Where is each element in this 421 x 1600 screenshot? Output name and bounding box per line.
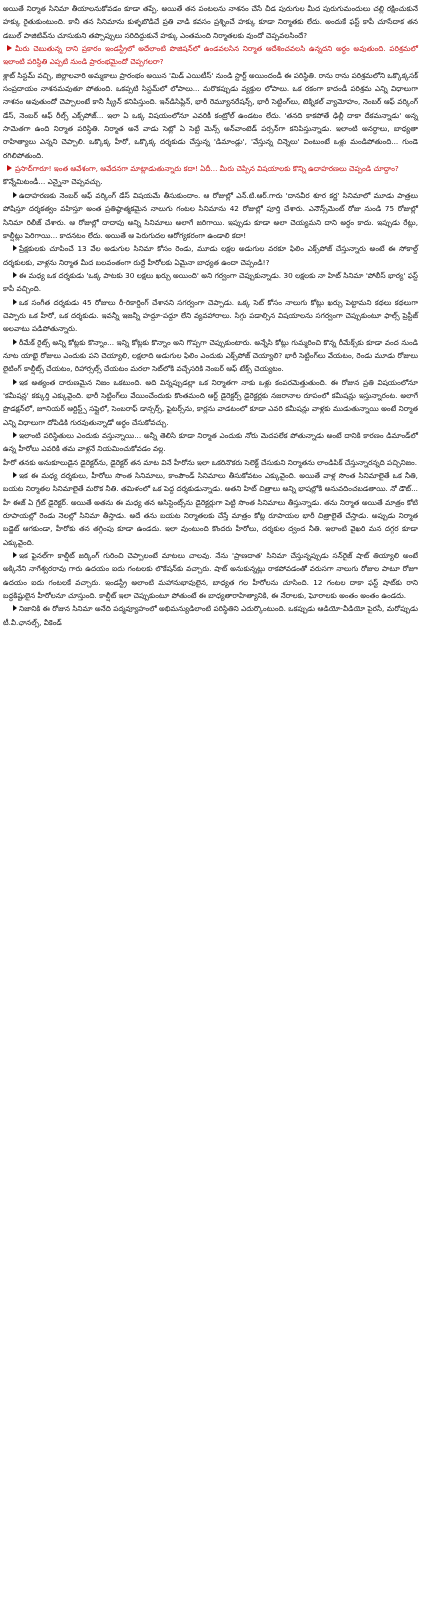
bullet-text: ఇక అత్యంత దారుణమైన నిజం ఒకటుంది. అది విన్నప్పుడల్లా ఒక నిర్మాతగా నాకు ఒళ్లు కంపరమెత్తుతుంది. ఈ రోజున ప్రతి విషయంలోనూ 'కమీషన్ల' కక్కుర్తి ఎక్కువైంది. భారీ సెట్టింగ్‌లు వేయించేందుకు కొంతమంది ఆర్ట్ డైరెక్టర్స్ డైరెక్టర్లకు నజరానాల రూపంలో కమీషన్లు ఇస్తున్నారంట. అలాగే ప్రొడక్షన్‌లో, జూనియర్ ఆర్టిస్ట్స్ సప్లైలో, సెంబరాఫ్ డాన్సర్స్, ఫైటర్స్‌ను, కార్లను వాడటంలో కూడా ఎవరి కమీషన్లు వాళ్లకు ముడుతున్నాయి అంటే నిర్మాత ఎన్ని విధాలుగా దోపిడికి గురవుతున్నాడో అర్థం చేసుకోవచ్చు. (3, 377, 418, 427)
bullet-text: ప్రేక్షకులకు చూపించే 13 వేల అడుగుల సినిమా కోసం రెండు, మూడు లక్షల అడుగుల వరకూ ఫిలిం ఎక్స్‌పోజ్ చేస్తున్నారు అంటే ఈ సోకాల్డ్ దర్శకులకు, వాళ్లను నిర్మాత మీద బలవంతంగా రుద్దే హీరోలకు ఏమైనా బాధ్యత ఉందా చెప్పండి!? (3, 244, 418, 267)
bullet-point (3, 376, 418, 429)
arrow-right-icon (7, 45, 12, 51)
interview-question (3, 42, 418, 69)
bullet-point (3, 296, 418, 336)
bullet-icon (13, 299, 17, 305)
question-text: ప్రసాద్‌గారూ! ఇంత ఆవేశంగా, ఆవేదనగా మాట్లాడుతున్నారు కదా! ఏదీ... మీరు చెప్పిన విషయాలకు కొన్ని ఉదాహరణలు చెప్పండి చూద్దాం? (15, 164, 399, 174)
paragraph: శ్లాట్ సిస్టమ్ వచ్చి, జిల్లాలవారి అమ్మకాలు ప్రారంభం అయిన 'మిడ్ ఎయిటీస్' నుండి స్టార్ట్ అయిందండీ ఈ పరిస్థితి. రాను రాను పరిశ్రమలోని ఒక్కొక్కసక్ సంప్రదాయం నాశనమవుతూ పోతుంది. ఒకప్పటి సిస్టమ్‌లో లోపాలు... మరొకప్పుడు వ్యక్తుల లోపాలు. ఒక రకంగా కాదండీ పరిశ్రమ ఎన్ని విధాలుగా నాశనం అవుతుందో చెప్పాలంటే కానీ స్క్రీన్ కనిపిస్తుంది. ఇన్‌డిసిప్లిన్, భారీ రెమ్యూనరేషన్స్, భారీ సెట్టింగ్‌లు, టెక్నికల్ వ్యామోహం, నెంబర్ ఆఫ్ వర్కింగ్ డేస్, నెంబర్ ఆఫ్ రీల్స్ ఎక్స్‌పోజ్... ఇలా ఏ ఒక్క విషయంలోనూ ఎవరికీ కంట్రోల్ ఉండటం లేదు. 'తనది కాకపోతే ఢిల్లీ దాకా దేకమన్నాడు' అన్న సామెతగా ఉంది నిర్మాత పరిస్థితి. నిర్మాత అనే వాడు సెట్లో ఏ సెట్టి మెన్స్ అన్‌వాంటెడ్ పర్సన్‌గా కనిపిస్తున్నాడు. ఇలాంటి అనర్థాలు, బాధ్యతా రాహిత్యాలు ఎన్నని చెప్పాలి. ఒక్కొక్క హీరో, ఒక్కొక్క దర్శకుడు చేస్తున్న 'డిమాండ్లు', 'వేస్తున్న చిన్నెలు' వింటుంటే ఒళ్లు మండిపోతుంది... గుండె రగిలిపోతుంది. (3, 70, 418, 160)
bullet-text: నిజానికి ఈ రోజున సినిమా అనేది పద్మవ్యూహంలో అభిమన్యుడిలాంటి పరిస్థితిని ఎదుర్కొంటుంది. ఒకప్పుడు ఆడియో-వీడియో పైరసీ, మరోప్పుడు టీ.వీ.ఛానల్స్, వీకెండ్ (3, 604, 418, 627)
paragraph: హీరో తనకు అనుకూలుడైన డైరెక్టర్‌ను, డైరెక్టర్ తన మాట వినే హీరోను ఇలా ఒకరినొకరు సెలెక్ట్ చేసుకుని నిర్మాతను లాండిపిక్ చేస్తున్నారన్నది పచ్చినిజం. (3, 457, 418, 467)
bullet-text: ఈ మధ్య ఒక దర్శకుడు 'ఒక్క పాటకు 30 లక్షలు ఖర్చు అయింది' అని గర్వంగా చెప్పుకున్నాడు. 30 లక్షలకు నా హిట్ సినిమా 'పోలీస్ భార్య' ఫస్ట్ కాపీ వచ్చింది. (3, 270, 418, 294)
bullet-point (3, 429, 418, 456)
bullet-text: ఉదాహరణకు నెంబర్ ఆఫ్ వర్కింగ్ డేస్ విషయమే తీసుకుందాం. ఆ రోజుల్లో ఎన్.టి.ఆర్.గారు 'దానవీర శూర కర్ణ' సినిమాలో మూడు పాత్రలు పోషిస్తూ దర్శకత్వం వహిస్తూ అంత ప్రతిష్ఠాత్మకమైన నాలుగు గంటల సినిమాను 42 రోజుల్లో పూర్తి చేశారు. ఎనౌన్స్‌మెంట్ రోజు నుండి 75 రోజుల్లో సినిమా రిలీజ్ చేశారు. ఆ రోజుల్లో దాదాపు అన్ని సినిమాలు అలాగే జరిగాయి. ఇప్పుడు కూడా అలా చెయ్యమని దాని అర్థం కాదు. ఇప్పుడు రేట్లు, కాల్షీట్లు పెరిగాయి... కాదనటం లేదు. అయితే ఆ పెరుగుదల ఆరోగ్యకరంగా ఉండాలి కదా! (3, 190, 418, 240)
bullet-point (3, 549, 418, 602)
bullet-point (3, 242, 418, 269)
bullet-icon (13, 272, 17, 278)
bullet-text: రీమేక్ రైట్స్ అన్ని కోట్లకు కొన్నాం... ఇన్ని కోట్లకు కొన్నాం అని గొప్పగా చెప్పుకుంటారు. అన్నేసి కోట్లు గుమ్మరించి కొన్న రీమేక్స్‌కు కూడా వంద నుండి నూట యాభై రోజులు ఎందుకు పని చెయ్యాలి, లక్షలాది అడుగుల ఫిలిం ఎందుకు ఎక్స్‌పోజ్ చెయ్యాలి? భారీ సెట్టింగ్‌లు వేయటం, రెండు మూడు రోజులు లైటింగ్ కాల్షీట్స్ చేయటం, రిహార్సల్స్ చేయటం మరలా సెట్‌లోకి వచ్చేసరికి నెంబర్ ఆఫ్ టేక్స్ చెయ్యటం. (3, 337, 418, 374)
paragraph: కొన్నేమిటండీ... ఎన్నైనా చెప్పవచ్చు. (3, 177, 103, 187)
bullet-icon (13, 552, 17, 558)
interview-question (3, 162, 418, 175)
arrow-right-icon (7, 165, 12, 171)
bullet-icon (13, 245, 17, 251)
bullet-icon (13, 432, 17, 438)
bullet-icon (13, 472, 17, 478)
bullet-icon (13, 605, 17, 611)
bullet-text: ఒక సంగీత దర్శకుడు 45 రోజులు రీ-రికార్డింగ్ చేశానని సగర్వంగా చెప్పాడు. ఒక్క సెట్ కోసం నాలుగు కోట్లు ఖర్చు పెట్టామని కథలు కథలుగా చెప్పారు ఒక హీరో, ఒక దర్శకుడు. ఇవన్నీ ఇజన్నీ హద్దూ-పద్దూ లేని వ్యవహారాలు. సిగ్గు పడాల్సిన విషయాలను సగర్వంగా చెప్పుకుంటూ ఫాల్స్ ప్రెస్టీజ్ అలవాటు పడిపోతున్నారు. (3, 297, 418, 334)
bullet-point (3, 189, 418, 242)
paragraph: అయితే నిర్మాత సినిమా తీయాలనుకోవడం కూడా తప్పే. అయితే తన పంటలను నాశనం చేసే చీడ పురుగుల మీద పురుగుమందులు చల్లి రక్షించుకునే హక్కు రైతుకుంటుంది. కానీ తన సినిమాను కుళ్ళబొడిచే ప్రతి వాడి కవసం ప్రశ్నించే హక్కు కూడా నిర్మాతకు లేదు. అందుకే ఫస్ట్ కాపీ చూసేదాక తన డబుల్ పాజిటివ్‌ను చూసుకుని తప్పొప్పులు సరిదిద్దుకునే హక్కు ఎంతమంది నిర్మాతలకు వుందో చెప్పవలసిందే? (3, 4, 418, 40)
bullet-icon (13, 379, 17, 385)
question-text: మీరు చెబుతున్న దాని ప్రకారం ఇండస్ట్రీలో అదేలాంటి పొజిషన్‌లో ఉండవలసిన నిర్మాత ఆదేశించవలసి ఉన్నదని అర్థం అవుతుంది. పరిశ్రమలో ఇలాంటి పరిస్థితి ఎప్పటి నుండి ప్రారంభమైందో చెప్పగలరా? (3, 44, 418, 67)
bullet-text: ఇలాంటి పరిస్థితులు ఎందుకు వస్తున్నాయి... అన్నీ తెలిసి కూడా నిర్మాత ఎందుకు నోరు మెదపలేక పోతున్నాడు అంటే దానికి కారణం డిమాండ్‌లో ఉన్న హీరోలు ఎవరికి తమ వాళ్లనే నియమించుకోవడం వల్ల. (3, 431, 418, 454)
bullet-point (3, 469, 418, 549)
bullet-icon (13, 339, 17, 345)
bullet-point (3, 602, 418, 629)
bullet-text: ఇక ఈ మధ్య దర్శకులు, హీరోలు సొంత సినిమాలు, కాంపౌండ్ సినిమాలు తీసుకోవటం ఎక్కువైంది. అయితే వాళ్ల సొంత సినిమాలైతే ఒక నీతి, బయట నిర్మాతల సినిమాలైతే మరొక నీతి. తమిళంలో ఒక పెద్ద దర్శకుడున్నాడు. అతని హిట్ చిత్రాలు అన్ని భాషల్లోకి అనువదించబడతాయి. నో డౌట్... హీ ఈజ్ ఏ గ్రేట్ డైరెక్టర్. అయితే అతను ఈ మధ్య తన అసిస్టెంట్స్‌ను డైరెక్టర్లుగా పెట్టి సొంత సినిమాలు తీస్తున్నాడు. తను నిర్మాత అయితే మాత్రం కోటి రూపాయల్లో రెండు నెలల్లో సినిమా తీస్తాడు. అదే తను బయట నిర్మాతలకు చేస్తే మాత్రం కోట్ల రూపాయల భారీ చిత్రాలైతే చేస్తాడు. అప్పుడు నిర్మాత బడ్జెట్ ఆగకుండా, హీరోకు తన తగ్గింపు కూడా ఉండదు. ఇలా వుంటుంది కొందరు హీరోలు, దర్శకుల ద్వంద నీతి. ఇలాంటి వైఖరి మన దగ్గర కూడా ఎక్కువైంది. (3, 471, 418, 547)
bullet-point (3, 269, 418, 296)
bullet-point (3, 336, 418, 376)
bullet-text: ఇక ఫైనల్‌గా కాల్షీట్ జర్కింగ్ గురించి చెప్పాలంటే మాటలు చాలవు. నేను 'ప్రాణదాత' సినిమా చేస్తున్నప్పుడు సన్‌రైజ్ షాట్ తియ్యాలి అంటే అక్కినేని నాగేశ్వరరావు గారు ఉదయం ఐదు గంటలకు లొకేషన్‌కు వచ్చారు. షాట్ అనుకున్నట్లు రాకపోవడంతో వరుసగా నాలుగు రోజుల పాటూ రోజూ ఉదయం ఐదు గంటలకే వచ్చారు. ఇండస్ట్రీ అలాంటి మహానుభావులైన, బాధ్యత గల హీరోలను చూసింది. 12 గంటల దాకా ఫస్ట్ షాట్‌కు రాని బద్ధకిష్టులైన హీరోలనూ చూస్తుంది. కాల్షీట్ ఇలా చెప్పుకుంటూ పోతుంటే ఈ బాధ్యతారాహిత్యానికి, ఈ నేరాలకు, ఘోరాలకు అంతం అంతం ఉండదు. (3, 551, 418, 601)
bullet-icon (13, 192, 17, 198)
